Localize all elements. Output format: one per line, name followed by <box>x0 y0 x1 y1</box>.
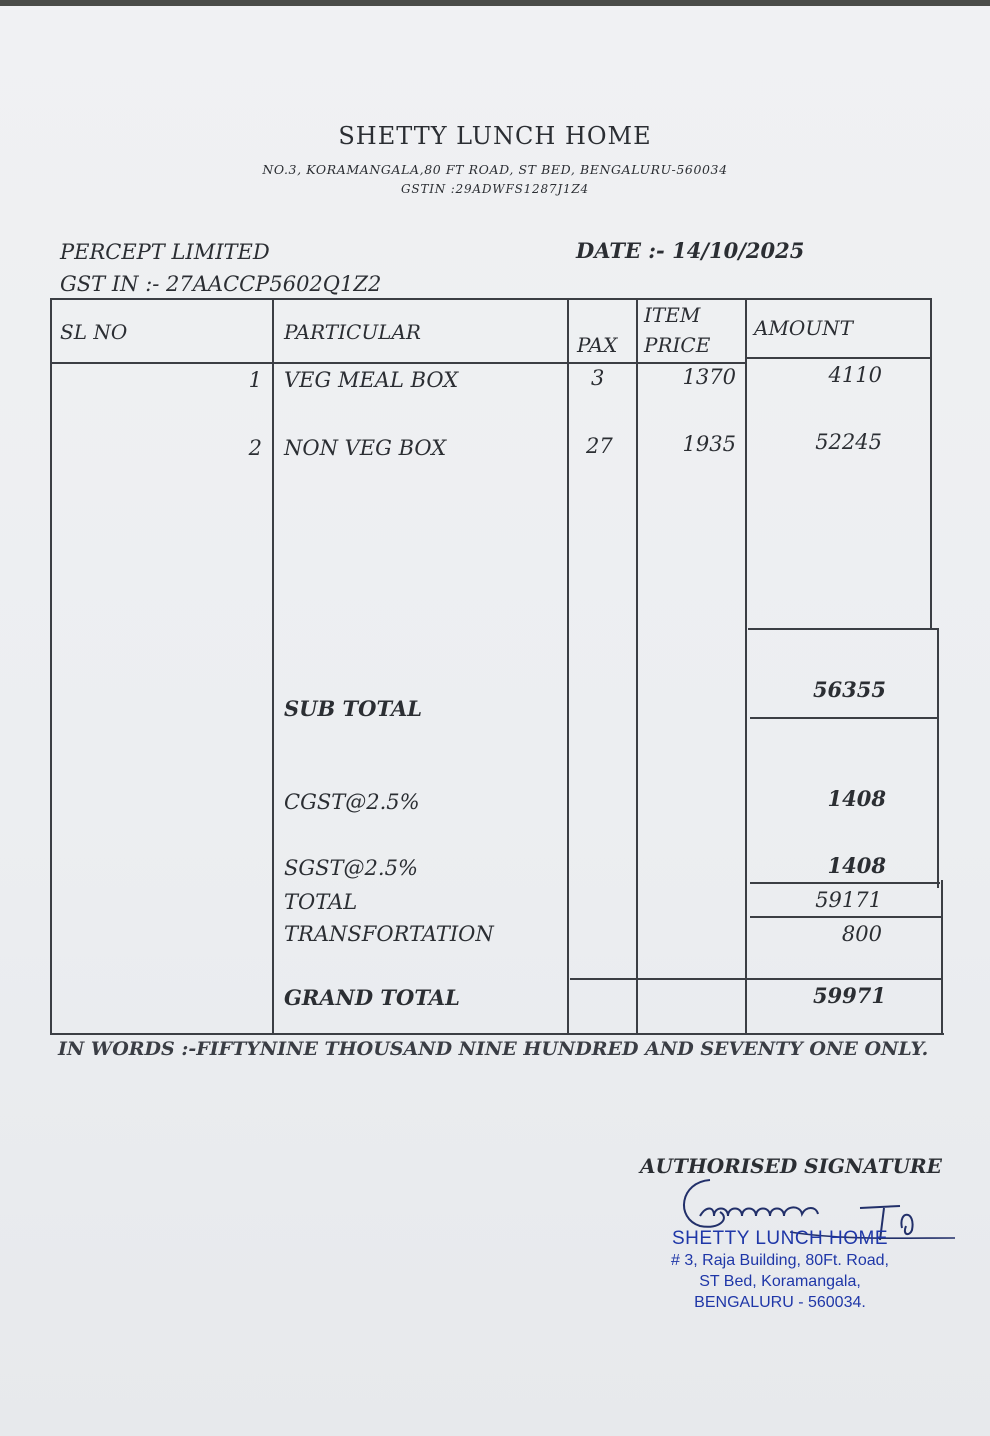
invoice-date: DATE :- 14/10/2025 <box>576 238 805 263</box>
stamp-line: ST Bed, Koramangala, <box>699 1273 861 1290</box>
total-label: TOTAL <box>284 890 358 914</box>
row-amount: 4110 <box>828 363 882 387</box>
row-pax: 3 <box>591 366 605 390</box>
header-amount: AMOUNT <box>754 316 854 340</box>
stamp-line: BENGALURU - 560034. <box>694 1294 866 1311</box>
authorised-signature-label: AUTHORISED SIGNATURE <box>640 1154 942 1178</box>
grand-total-value: 59971 <box>812 983 886 1008</box>
customer-name: PERCEPT LIMITED <box>60 240 270 264</box>
shop-stamp <box>640 1228 920 1313</box>
shop-gstin: GSTIN :29ADWFS1287J1Z4 <box>401 182 589 196</box>
stamp-name: SHETTY LUNCH HOME <box>671 1228 889 1249</box>
sub-total-label: SUB TOTAL <box>284 696 422 721</box>
amount-in-words: IN WORDS :-FIFTYNINE THOUSAND NINE HUNDRED AND SEVENTY ONE ONLY. <box>58 1038 929 1060</box>
row-pax: 27 <box>586 434 613 458</box>
header-item: ITEM <box>644 303 701 327</box>
header-pax: PAX <box>577 333 618 357</box>
transport-label: TRANSFORTATION <box>284 922 494 946</box>
row-price: 1370 <box>682 365 736 389</box>
customer-gst: GST IN :- 27AACCP5602Q1Z2 <box>60 272 382 296</box>
header-price: PRICE <box>644 333 711 357</box>
header-particular: PARTICULAR <box>284 320 421 344</box>
cgst-value: 1408 <box>827 786 886 811</box>
row-particular: NON VEG BOX <box>284 436 447 460</box>
total-value: 59171 <box>815 888 882 912</box>
row-sl: 2 <box>248 436 262 460</box>
row-amount: 52245 <box>815 430 882 454</box>
row-particular: VEG MEAL BOX <box>284 368 459 392</box>
grand-total-label: GRAND TOTAL <box>284 985 460 1010</box>
transport-value: 800 <box>841 922 882 946</box>
header-sl-no: SL NO <box>60 320 128 344</box>
shop-name: SHETTY LUNCH HOME <box>338 122 652 150</box>
sgst-value: 1408 <box>827 853 886 878</box>
sgst-label: SGST@2.5% <box>284 856 418 880</box>
shop-address: NO.3, KORAMANGALA,80 FT ROAD, ST BED, BENGALURU-560034 <box>262 162 728 177</box>
row-sl: 1 <box>248 368 262 392</box>
stamp-line: # 3, Raja Building, 80Ft. Road, <box>671 1252 889 1269</box>
sub-total-value: 56355 <box>812 677 886 702</box>
cgst-label: CGST@2.5% <box>284 790 420 814</box>
row-price: 1935 <box>682 432 736 456</box>
